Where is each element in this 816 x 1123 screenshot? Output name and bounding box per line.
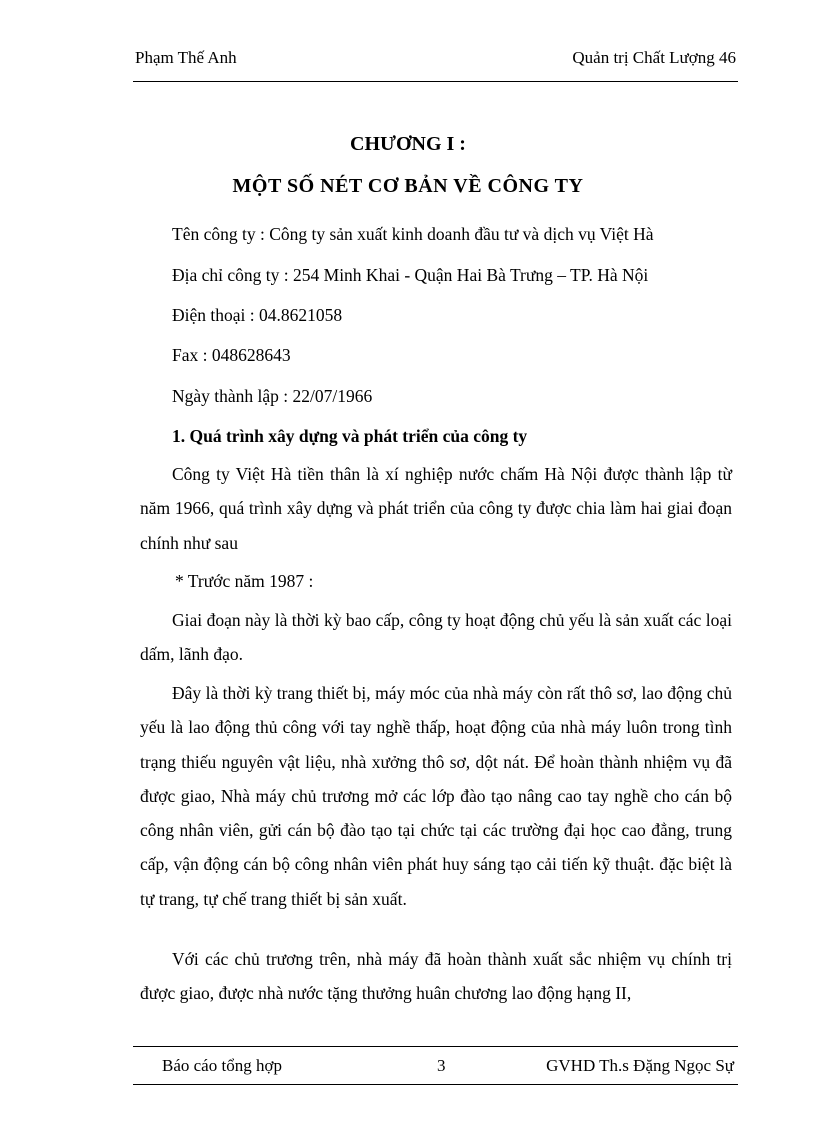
header-divider: [133, 81, 738, 82]
header-course: Quản trị Chất Lượng 46: [572, 48, 736, 67]
footer-divider-top: [133, 1046, 738, 1047]
header-author: Phạm Thế Anh: [135, 48, 237, 67]
paragraph-2: Đây là thời kỳ trang thiết bị, máy móc của nhà máy còn rất thô sơ, lao động chủ yếu là lao động thủ công với tay nghề thấp, hoạt động của nhà máy luôn trong tình trạng thiếu nguyên vật liệu, nhà xưởng thô sơ, dột nát. Để hoàn thành nhiệm vụ đã được giao, Nhà máy chủ trương mở các lớp đào tạo nâng cao tay nghề cho cán bộ công nhân viên, gửi cán bộ đào tạo tại chức tại các trường đại học cao đẳng, trung cấp, vận động cán bộ công nhân viên phát huy sáng tạo cải tiến kỹ thuật. đặc biệt là tự trang, tự chế trang thiết bị sản xuất.: [140, 683, 732, 909]
company-name: Tên công ty : Công ty sản xuất kinh doanh đầu tư và dịch vụ Việt Hà: [172, 224, 654, 244]
footer-divider-bottom: [133, 1084, 738, 1085]
company-founded: Ngày thành lập : 22/07/1966: [172, 386, 373, 406]
company-fax: Fax : 048628643: [172, 345, 291, 365]
period-label: * Trước năm 1987 :: [175, 571, 314, 591]
paragraph-3: Với các chủ trương trên, nhà máy đã hoàn thành xuất sắc nhiệm vụ chính trị được giao, được nhà nước tặng thưởng huân chương lao động hạng II,: [140, 949, 732, 1004]
company-address: Địa chỉ công ty : 254 Minh Khai - Quận Hai Bà Trưng – TP. Hà Nội: [172, 265, 649, 285]
chapter-title: MỘT SỐ NÉT CƠ BẢN VỀ CÔNG TY: [232, 175, 584, 197]
footer-report-label: Báo cáo tổng hợp: [162, 1056, 282, 1075]
footer-supervisor: GVHD Th.s Đặng Ngọc Sự: [546, 1056, 734, 1075]
page-header: [135, 48, 736, 72]
company-phone: Điện thoại : 04.8621058: [172, 305, 343, 325]
chapter-number: CHƯƠNG I :: [350, 133, 466, 155]
paragraph-1: Giai đoạn này là thời kỳ bao cấp, công ty hoạt động chủ yếu là sản xuất các loại dấm, lãnh đạo.: [140, 610, 732, 665]
intro-paragraph: Công ty Việt Hà tiền thân là xí nghiệp nước chấm Hà Nội được thành lập từ năm 1966, quá trình xây dựng và phát triển của công ty được chia làm hai giai đoạn chính như sau: [140, 464, 732, 553]
page-number: 3: [437, 1056, 446, 1075]
section-heading: 1. Quá trình xây dựng và phát triển của công ty: [172, 426, 528, 446]
